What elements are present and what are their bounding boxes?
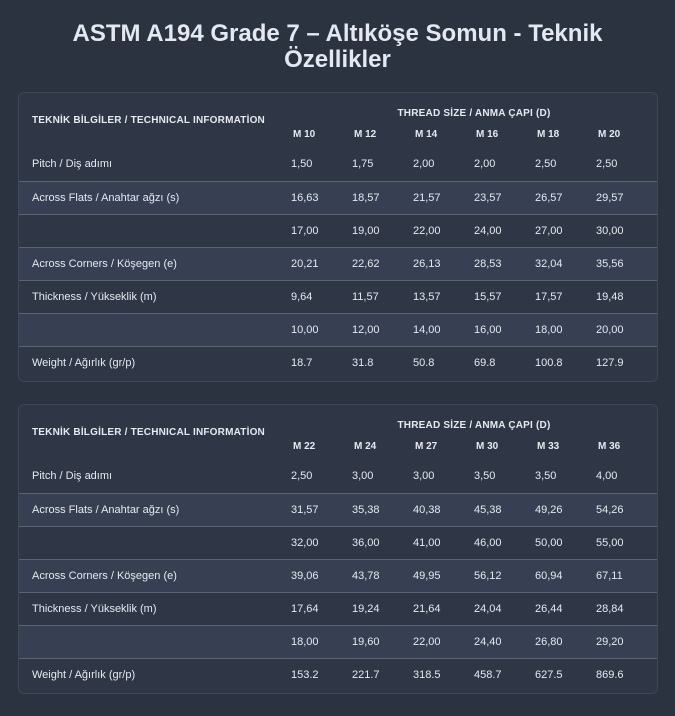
- row-label: Thickness / Yükseklik (m): [19, 280, 291, 313]
- table-row: [19, 625, 657, 658]
- cell-value: 24,04: [474, 592, 535, 625]
- cell-value: 1,50: [291, 158, 313, 171]
- cell-value: 29,57: [596, 181, 657, 214]
- cell-value: 43,78: [352, 559, 413, 592]
- cell-value: 627.5: [535, 658, 596, 691]
- cell-value: 18,00: [291, 625, 352, 658]
- table-row: [19, 559, 657, 592]
- row-label: Across Flats / Anahtar ağzı (s): [19, 493, 291, 526]
- size-header: M 18: [537, 129, 560, 140]
- cell-value: 49,95: [413, 559, 474, 592]
- cell-value: 56,12: [474, 559, 535, 592]
- cell-value: 60,94: [535, 559, 596, 592]
- cell-value: 29,20: [596, 625, 657, 658]
- cell-value: 45,38: [474, 493, 535, 526]
- cell-value: 100.8: [535, 346, 596, 379]
- cell-value: 2,50: [596, 158, 618, 171]
- table-row: [19, 346, 657, 379]
- cell-value: 46,00: [474, 526, 535, 559]
- cell-value: 31,57: [291, 493, 352, 526]
- row-label: Thickness / Yükseklik (m): [19, 592, 291, 625]
- thread-size-header: THREAD SİZE / ANMA ÇAPI (D): [397, 420, 551, 431]
- row-label: Across Corners / Köşegen (e): [19, 247, 291, 280]
- row-label: Pitch / Diş adımı: [32, 158, 113, 171]
- size-header: M 30: [476, 441, 499, 452]
- spec-table-card-1: [18, 92, 658, 382]
- cell-value: 26,13: [413, 247, 474, 280]
- cell-value: 2,00: [413, 158, 435, 171]
- cell-value: 869.6: [596, 658, 657, 691]
- cell-value: 54,26: [596, 493, 657, 526]
- cell-value: 15,57: [474, 280, 535, 313]
- cell-value: 17,00: [291, 214, 352, 247]
- spec-table: [19, 405, 657, 691]
- cell-value: 41,00: [413, 526, 474, 559]
- size-header: M 14: [415, 129, 438, 140]
- row-label: Pitch / Diş adımı: [32, 470, 113, 483]
- cell-value: 22,00: [413, 625, 474, 658]
- cell-value: 19,24: [352, 592, 413, 625]
- row-label: [19, 313, 291, 346]
- cell-value: 18.7: [291, 346, 352, 379]
- size-header: M 24: [354, 441, 377, 452]
- cell-value: 22,62: [352, 247, 413, 280]
- table-row: [19, 493, 657, 526]
- spec-table: [19, 93, 657, 379]
- table-row: [19, 460, 657, 493]
- cell-value: 23,57: [474, 181, 535, 214]
- cell-value: 20,00: [596, 313, 657, 346]
- cell-value: 14,00: [413, 313, 474, 346]
- table-row: [19, 592, 657, 625]
- table-row: [19, 247, 657, 280]
- technical-information-header: TEKNİK BİLGİLER / TECHNICAL INFORMATİON: [32, 115, 265, 126]
- cell-value: 40,38: [413, 493, 474, 526]
- size-header: M 33: [537, 441, 560, 452]
- cell-value: 20,21: [291, 247, 352, 280]
- cell-value: 55,00: [596, 526, 657, 559]
- cell-value: 28,84: [596, 592, 657, 625]
- table-row: [19, 313, 657, 346]
- cell-value: 26,44: [535, 592, 596, 625]
- cell-value: 39,06: [291, 559, 352, 592]
- row-label: [19, 526, 291, 559]
- cell-value: 19,00: [352, 214, 413, 247]
- row-label: Across Corners / Köşegen (e): [19, 559, 291, 592]
- cell-value: 2,50: [291, 470, 313, 483]
- cell-value: 69.8: [474, 346, 535, 379]
- cell-value: 35,38: [352, 493, 413, 526]
- row-label: Weight / Ağırlık (gr/p): [19, 346, 291, 379]
- row-label: [19, 214, 291, 247]
- size-header: M 12: [354, 129, 377, 140]
- cell-value: 3,00: [413, 470, 435, 483]
- cell-value: 2,00: [474, 158, 496, 171]
- thread-size-header: THREAD SİZE / ANMA ÇAPI (D): [397, 108, 551, 119]
- table-row: [19, 181, 657, 214]
- cell-value: 32,00: [291, 526, 352, 559]
- size-header: M 16: [476, 129, 499, 140]
- cell-value: 16,63: [291, 181, 352, 214]
- cell-value: 3,00: [352, 470, 374, 483]
- size-header: M 20: [598, 129, 621, 140]
- cell-value: 9,64: [291, 280, 352, 313]
- cell-value: 24,40: [474, 625, 535, 658]
- cell-value: 11,57: [352, 280, 413, 313]
- cell-value: 16,00: [474, 313, 535, 346]
- cell-value: 458.7: [474, 658, 535, 691]
- row-label: Across Flats / Anahtar ağzı (s): [19, 181, 291, 214]
- cell-value: 22,00: [413, 214, 474, 247]
- cell-value: 3,50: [474, 470, 496, 483]
- cell-value: 21,64: [413, 592, 474, 625]
- cell-value: 31.8: [352, 346, 413, 379]
- cell-value: 49,26: [535, 493, 596, 526]
- row-label: [19, 625, 291, 658]
- cell-value: 13,57: [413, 280, 474, 313]
- size-header: M 10: [293, 129, 316, 140]
- cell-value: 26,57: [535, 181, 596, 214]
- cell-value: 221.7: [352, 658, 413, 691]
- cell-value: 3,50: [535, 470, 557, 483]
- cell-value: 67,11: [596, 559, 657, 592]
- row-label: Weight / Ağırlık (gr/p): [19, 658, 291, 691]
- cell-value: 21,57: [413, 181, 474, 214]
- cell-value: 50,00: [535, 526, 596, 559]
- cell-value: 19,48: [596, 280, 657, 313]
- cell-value: 10,00: [291, 313, 352, 346]
- size-header: M 22: [293, 441, 316, 452]
- page-title: ASTM A194 Grade 7 – Altıköşe Somun - Teknik Özellikler: [72, 20, 603, 73]
- cell-value: 12,00: [352, 313, 413, 346]
- size-header: M 27: [415, 441, 438, 452]
- spec-table-card-2: [18, 404, 658, 694]
- technical-information-header: TEKNİK BİLGİLER / TECHNICAL INFORMATİON: [32, 427, 265, 438]
- cell-value: 17,64: [291, 592, 352, 625]
- table-row: [19, 658, 657, 691]
- cell-value: 17,57: [535, 280, 596, 313]
- cell-value: 26,80: [535, 625, 596, 658]
- cell-value: 1,75: [352, 158, 374, 171]
- table-row: [19, 214, 657, 247]
- table-row: [19, 280, 657, 313]
- table-row: [19, 526, 657, 559]
- cell-value: 32,04: [535, 247, 596, 280]
- cell-value: 24,00: [474, 214, 535, 247]
- cell-value: 318.5: [413, 658, 474, 691]
- cell-value: 153.2: [291, 658, 352, 691]
- cell-value: 127.9: [596, 346, 657, 379]
- cell-value: 18,57: [352, 181, 413, 214]
- cell-value: 35,56: [596, 247, 657, 280]
- table-row: [19, 148, 657, 181]
- cell-value: 2,50: [535, 158, 557, 171]
- size-header: M 36: [598, 441, 621, 452]
- cell-value: 19,60: [352, 625, 413, 658]
- cell-value: 27,00: [535, 214, 596, 247]
- cell-value: 36,00: [352, 526, 413, 559]
- cell-value: 28,53: [474, 247, 535, 280]
- cell-value: 18,00: [535, 313, 596, 346]
- cell-value: 50.8: [413, 346, 474, 379]
- cell-value: 30,00: [596, 214, 657, 247]
- cell-value: 4,00: [596, 470, 618, 483]
